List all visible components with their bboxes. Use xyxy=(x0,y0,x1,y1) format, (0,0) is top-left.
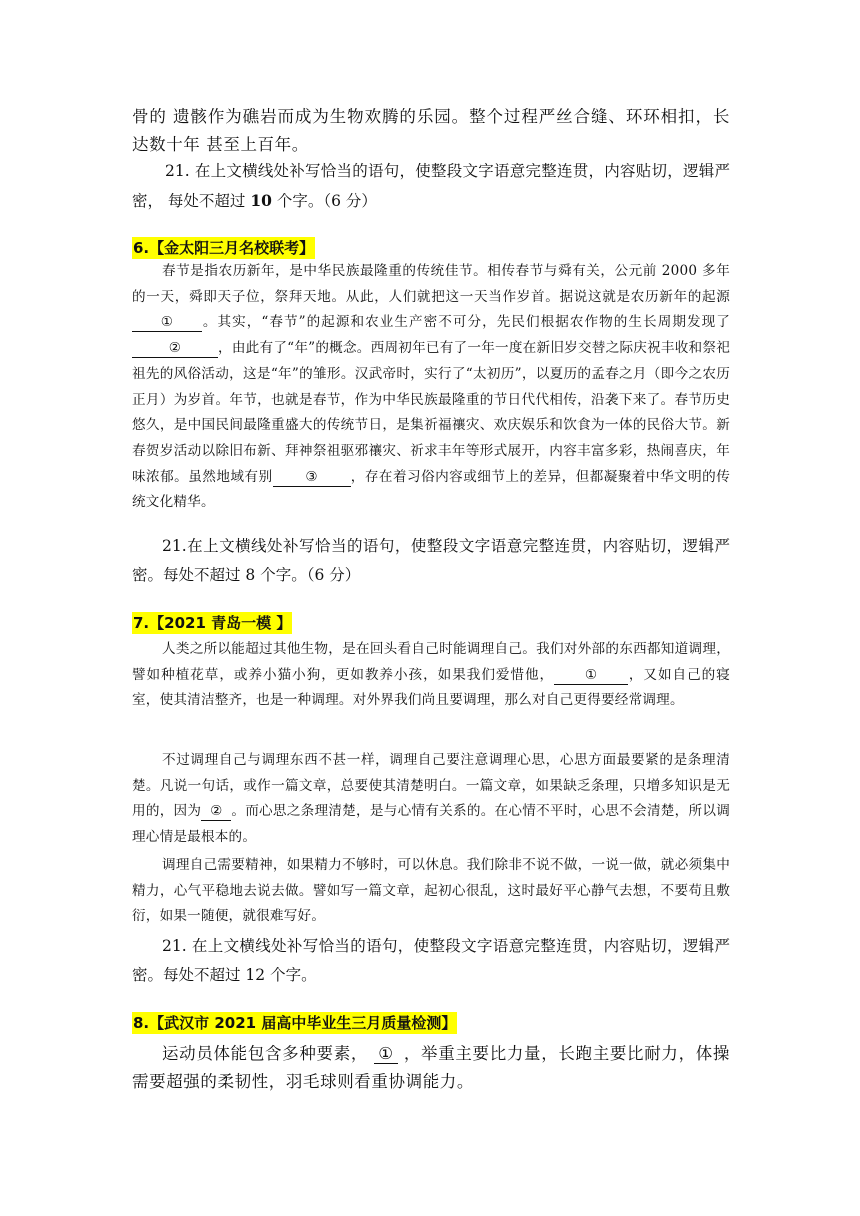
section-7-question: 21. 在上文横线处补写恰当的语句，使整段文字语意完整连贯，内容贴切，逻辑严密。每处不超过 12 个字。 xyxy=(132,937,730,984)
section-7-passage-3: 调理自己需要精神，如果精力不够时，可以休息。我们除非不说不做，一说一做，就必须集中精力，心气平稳地去说去做。譬如写一篇文章，起初心很乱，这时最好平心静气去想，不要苟且敷衍，如果一随便，就很难写好。 xyxy=(132,857,730,925)
section-6-passage xyxy=(132,259,730,516)
blank-1: ① xyxy=(132,313,202,332)
paragraph-continuation: 骨的 遗骸作为礁岩而成为生物欢腾的乐园。整个过程严丝合缝、环环相扣，长达数十年 甚至上百年。 xyxy=(132,107,730,154)
blank-2: ② xyxy=(201,802,231,821)
section-6-question: 21.在上文横线处补写恰当的语句，使整段文字语意完整连贯，内容贴切，逻辑严密。每处不超过 8 个字。（6 分） xyxy=(132,537,730,584)
question-text: 21. 在上文横线处补写恰当的语句，使整段文字语意完整连贯，内容贴切，逻辑严密， 每处不超过 xyxy=(132,162,730,210)
section-8-passage xyxy=(132,1040,730,1096)
section-6-heading: 6.【金太阳三月名校联考】 xyxy=(133,239,315,257)
question-limit-number: 10 xyxy=(250,191,272,210)
section-7-passage-1 xyxy=(132,637,730,714)
passage-text: ，举重主要比力量，长跑主要比耐力，体操需要超强的柔韧性，羽毛球则看重协调能力。 xyxy=(132,1044,731,1091)
blank-3: ③ xyxy=(273,468,351,487)
passage-text: ，又如自己的寝室，使其清洁整齐，也是一种调理。对外界我们尚且要调理，那么对自己更得要经常调理。 xyxy=(132,666,730,709)
passage-text: 不过调理自己与调理东西不甚一样，调理自己要注意调理心思，心思方面最要紧的是条理清楚。凡说一句话，或作一篇文章，总要使其清楚明白。一篇文章，如果缺乏条理，只增多知识是无用的，因为 xyxy=(132,752,730,820)
passage-text: 人类之所以能超过其他生物，是在回头看自己时能调理自己。我们对外部的东西都知道调理，譬如种植花草，或养小猫小狗，更如教养小孩，如果我们爱惜他， xyxy=(132,641,730,683)
passage-text: 。而心思之条理清楚，是与心情有关系的。在心情不平时，心思不会清楚，所以调理心情是最根本的。 xyxy=(132,803,731,846)
section-8-heading: 8.【武汉市 2021 届高中毕业生三月质量检测】 xyxy=(133,1014,457,1032)
section-7-heading: 7.【2021 青岛一模 】 xyxy=(133,614,292,632)
passage-text: 。其实，“春节”的起源和农业生产密不可分，先民们根据农作物的生长周期发现了 xyxy=(202,314,730,331)
blank-1: ① xyxy=(554,666,628,685)
passage-text: ，由此有了“年”的概念。西周初年已有了一年一度在新旧岁交替之际庆祝丰收和祭祀祖先的风俗活动，这是“年”的雏形。汉武帝时，实行了“太初历”，以夏历的孟春之月（即今之农历正月）为岁首。年节，也就是春节，作为中华民族最隆重的节日代代相传，沿袭下来了。春节历史悠久，是中国民间最隆重盛大的传统节日，是集祈福禳灾、欢庆娱乐和饮食为一体的民俗大节。新春贺岁活动以除旧布新、拜神祭祖驱邪禳灾、祈求丰年等形式展开，内容丰富多彩，热闹喜庆，年味浓郁。虽然地域有别 xyxy=(132,340,730,485)
passage-text: 春节是指农历新年，是中华民族最隆重的传统佳节。相传春节与舜有关，公元前 2000 多年的一天，舜即天子位，祭拜天地。从此，人们就把这一天当作岁首。据说这就是农历新年的起源 xyxy=(132,263,730,305)
question-21-top xyxy=(132,157,730,216)
blank-2: ② xyxy=(132,339,218,358)
blank-1: ① xyxy=(374,1045,398,1064)
section-7-passage-2 xyxy=(132,748,730,851)
passage-text: 运动员体能包含多种要素， xyxy=(162,1044,374,1063)
question-text-end: 个字。（6 分） xyxy=(271,192,377,210)
passage-text: ，存在着习俗内容或细节上的差异，但都凝聚着中华文明的传统文化精华。 xyxy=(132,468,730,511)
